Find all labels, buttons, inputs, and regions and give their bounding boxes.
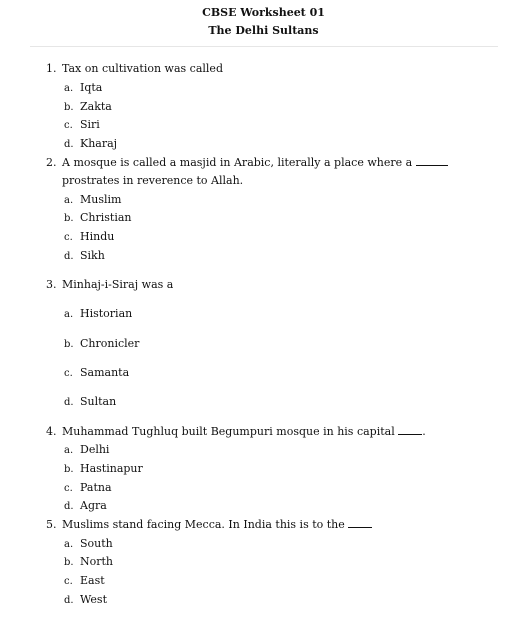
option-letter: b.	[64, 339, 74, 350]
question-2	[46, 154, 496, 190]
option-text: Patna	[80, 481, 112, 494]
worksheet-subtitle: The Delhi Sultans	[208, 24, 319, 37]
option-1c	[64, 116, 100, 135]
question-3	[46, 276, 496, 294]
option-letter: d.	[64, 501, 74, 512]
question-text-part1: Muhammad Tughluq built Begumpuri mosque in his capital	[62, 425, 395, 438]
option-2a	[64, 191, 121, 210]
option-text: North	[80, 555, 114, 568]
answer-blank	[398, 425, 422, 435]
option-letter: d.	[64, 397, 74, 408]
option-3c	[64, 364, 129, 383]
option-letter: b.	[64, 464, 74, 475]
header-divider	[30, 46, 498, 47]
answer-blank	[416, 156, 448, 166]
option-letter: a.	[64, 445, 74, 456]
option-3a	[64, 305, 132, 324]
option-letter: a.	[64, 195, 74, 206]
option-letter: c.	[64, 232, 73, 243]
option-5b	[64, 553, 113, 572]
option-letter: b.	[64, 102, 74, 113]
option-text: West	[80, 593, 107, 606]
option-4d	[64, 497, 107, 516]
option-text: Muslim	[80, 193, 122, 206]
option-4b	[64, 460, 143, 479]
option-letter: a.	[64, 539, 74, 550]
question-1	[46, 60, 496, 78]
option-letter: a.	[64, 83, 74, 94]
option-text: Agra	[80, 499, 107, 512]
option-letter: c.	[64, 368, 73, 379]
question-4	[46, 423, 496, 441]
option-letter: d.	[64, 595, 74, 606]
option-4c	[64, 479, 112, 498]
option-4a	[64, 441, 109, 460]
question-number: 1.	[46, 62, 57, 75]
option-letter: d.	[64, 139, 74, 150]
option-text: Chronicler	[80, 337, 140, 350]
option-letter: b.	[64, 557, 74, 568]
option-letter: d.	[64, 251, 74, 262]
option-letter: b.	[64, 213, 74, 224]
question-text-part2: prostrates in reverence to Allah.	[62, 174, 244, 187]
question-text-part1: A mosque is called a masjid in Arabic, literally a place where a	[62, 156, 413, 169]
option-text: South	[80, 537, 113, 550]
question-text: Tax on cultivation was called	[62, 62, 223, 75]
worksheet-header	[0, 4, 527, 40]
option-text: East	[80, 574, 105, 587]
option-letter: c.	[64, 576, 73, 587]
option-letter: a.	[64, 309, 74, 320]
question-number: 4.	[46, 425, 57, 438]
option-1b	[64, 98, 112, 117]
option-2b	[64, 209, 132, 228]
option-1a	[64, 79, 102, 98]
option-letter: c.	[64, 120, 73, 131]
question-text-part2: .	[422, 425, 426, 438]
answer-blank	[348, 518, 372, 528]
option-text: Hastinapur	[80, 462, 143, 475]
option-text: Sikh	[80, 249, 105, 262]
option-1d	[64, 135, 117, 154]
question-text: Muslims stand facing Mecca. In India this is to the	[62, 518, 345, 531]
option-5d	[64, 591, 107, 610]
question-number: 3.	[46, 278, 57, 291]
option-text: Delhi	[80, 443, 110, 456]
option-text: Iqta	[80, 81, 103, 94]
option-3b	[64, 335, 139, 354]
option-3d	[64, 393, 116, 412]
option-5a	[64, 535, 113, 554]
option-text: Zakta	[80, 100, 112, 113]
question-text: Minhaj-i-Siraj was a	[62, 278, 174, 291]
option-2c	[64, 228, 114, 247]
option-text: Kharaj	[80, 137, 118, 150]
worksheet-title: CBSE Worksheet 01	[202, 6, 325, 19]
option-text: Siri	[80, 118, 100, 131]
option-2d	[64, 247, 105, 266]
option-letter: c.	[64, 483, 73, 494]
option-5c	[64, 572, 105, 591]
option-text: Christian	[80, 211, 132, 224]
option-text: Historian	[80, 307, 133, 320]
option-text: Sultan	[80, 395, 117, 408]
question-number: 5.	[46, 518, 57, 531]
question-number: 2.	[46, 156, 57, 169]
option-text: Samanta	[80, 366, 130, 379]
question-5	[46, 516, 496, 534]
option-text: Hindu	[80, 230, 115, 243]
